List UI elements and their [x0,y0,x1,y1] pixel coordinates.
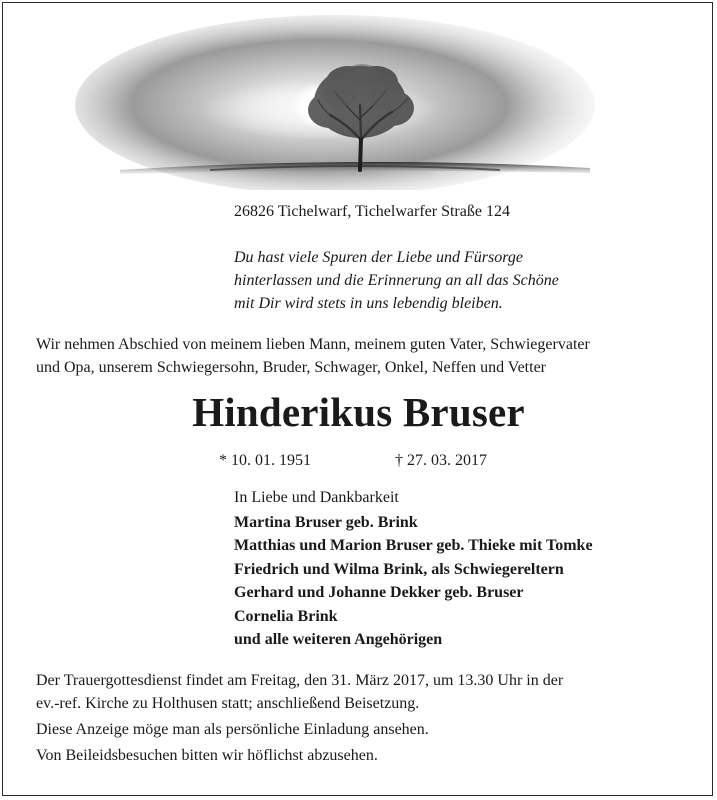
mourner-name: Martina Bruser geb. Brink [234,513,418,531]
tree-illustration [30,10,687,190]
invitation-line: Diese Anzeige möge man als persönliche Einladung ansehen. [36,721,429,738]
deceased-name: Hinderikus Bruser [192,389,525,435]
farewell-intro [36,333,590,379]
address-line: 26826 Tichelwarf, Tichelwarfer Straße 124 [234,203,510,220]
mourners-lead: In Liebe und Dankbarkeit [234,489,399,506]
intro-line: und Opa, unserem Schwiegersohn, Bruder, Schwager, Onkel, Neffen und Vetter [36,359,546,376]
death-date: † 27. 03. 2017 [395,452,487,469]
mourner-name: Gerhard und Johanne Dekker geb. Bruser [234,584,524,601]
mourner-name: Friedrich und Wilma Brink, als Schwiegereltern [234,560,564,578]
poem-line: mit Dir wird stets in uns lebendig bleiben. [234,295,503,312]
birth-date: * 10. 01. 1951 [219,452,311,469]
service-line: Der Trauergottesdienst findet am Freitag, den 31. März 2017, um 13.30 Uhr in der [36,672,564,689]
service-notice [36,669,563,767]
intro-line: Wir nehmen Abschied von meinem lieben Mann, meinem guten Vater, Schwiegervater [36,336,590,353]
mourner-name: Cornelia Brink [234,607,338,625]
poem-line: Du hast viele Spuren der Liebe und Fürsorge [234,249,523,266]
mourner-name: Matthias und Marion Bruser geb. Thieke mit Tomke [234,537,593,554]
mourner-name: und alle weiteren Angehörigen [234,631,443,648]
poem-line: hinterlassen und die Erinnerung an all das Schöne [234,272,559,289]
mourners-list [234,486,593,652]
memorial-poem [234,246,559,315]
service-line: ev.-ref. Kirche zu Holthusen statt; anschließend Beisetzung. [36,695,420,712]
condolence-line: Von Beileidsbesuchen bitten wir höflichst abzusehen. [36,747,378,764]
